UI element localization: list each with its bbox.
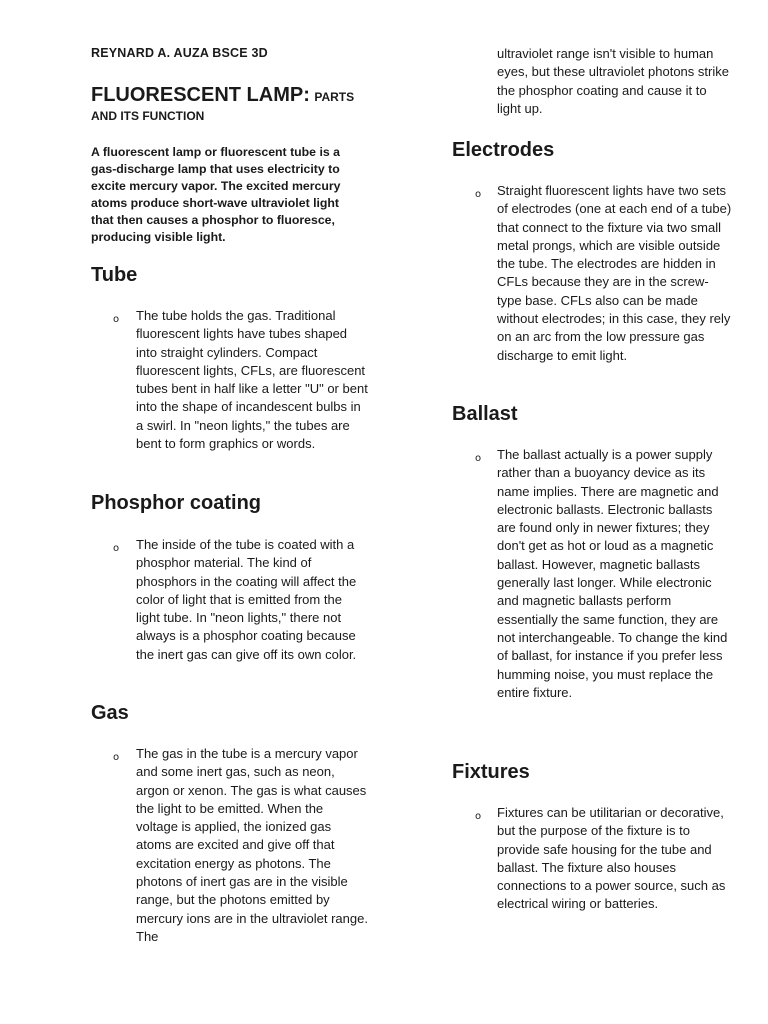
- section-heading-gas: Gas: [91, 702, 129, 724]
- author-line: REYNARD A. AUZA BSCE 3D: [91, 46, 268, 60]
- section-heading-ballast: Ballast: [452, 403, 518, 425]
- section-heading-phosphor: Phosphor coating: [91, 492, 261, 514]
- section-text-phosphor: The inside of the tube is coated with a phosphor material. The kind of phosphors in the coating will affect the color of light that is emitted from the light tube. In "neon lights," there not always is a phosphor coating because the inert gas can give off its own color.: [136, 537, 357, 662]
- section-heading-fixtures: Fixtures: [452, 761, 530, 783]
- bullet-icon: o: [113, 752, 120, 763]
- section-text-gas-continued: ultraviolet range isn't visible to human eyes, but these ultraviolet photons strike the phosphor coating and cause it to light up.: [497, 46, 729, 116]
- document-title: [91, 84, 371, 123]
- title-main: FLUORESCENT LAMP:: [91, 84, 310, 106]
- section-text-electrodes: Straight fluorescent lights have two sets of electrodes (one at each end of a tube) that connect to the fixture via two small metal prongs, which are visible outside the tube. The electrodes are hidden in CFLs because they are in the screw-type base. CFLs also can be made without electrodes; in this case, they rely on an arc from the low pressure gas discharge to emit light.: [497, 183, 732, 363]
- title-small: PARTS: [314, 90, 355, 104]
- bullet-icon: o: [475, 453, 482, 464]
- section-heading-tube: Tube: [91, 264, 138, 286]
- bullet-icon: o: [475, 811, 482, 822]
- section-text-gas: The gas in the tube is a mercury vapor and some inert gas, such as neon, argon or xenon. The gas is what causes the light to be emitted. When the voltage is applied, the ionized gas atoms are excited and give off that excitation energy as photons. The photons of inert gas are in the visible range, but the photons emitted by mercury ions are in the ultraviolet range. The: [136, 746, 368, 944]
- bullet-icon: o: [113, 314, 120, 325]
- bullet-icon: o: [475, 189, 482, 200]
- section-text-tube: The tube holds the gas. Traditional fluorescent lights have tubes shaped into straight cylinders. Compact fluorescent lights, CFLs, are fluorescent tubes bent in half like a letter "U" or bent into the shape of incandescent bulbs in a swirl. In "neon lights," the tubes are bent to form graphics or words.: [136, 308, 368, 452]
- bullet-icon: o: [113, 543, 120, 554]
- section-text-ballast: The ballast actually is a power supply rather than a buoyancy device as its name implies. There are magnetic and electronic ballasts. Electronic ballasts are found only in newer fixtures; they don't get as hot or loud as a magnetic ballast. However, magnetic ballasts generally last longer. While electronic and magnetic ballasts perform essentially the same function, they are not interchangeable. To change the kind of ballast, for instance if you prefer less humming noise, you must replace the entire fixture.: [497, 447, 728, 700]
- title-subtitle: AND ITS FUNCTION: [91, 109, 205, 123]
- intro-paragraph: A fluorescent lamp or fluorescent tube is a gas-discharge lamp that uses electricity to excite mercury vapor. The excited mercury atoms produce short-wave ultraviolet light that then causes a phosphor to fluoresce, producing visible light.: [91, 145, 341, 244]
- section-heading-electrodes: Electrodes: [452, 139, 555, 161]
- section-text-fixtures: Fixtures can be utilitarian or decorative, but the purpose of the fixture is to provide safe housing for the tube and ballast. The fixture also houses connections to a power source, such as electrical wiring or batteries.: [497, 805, 726, 912]
